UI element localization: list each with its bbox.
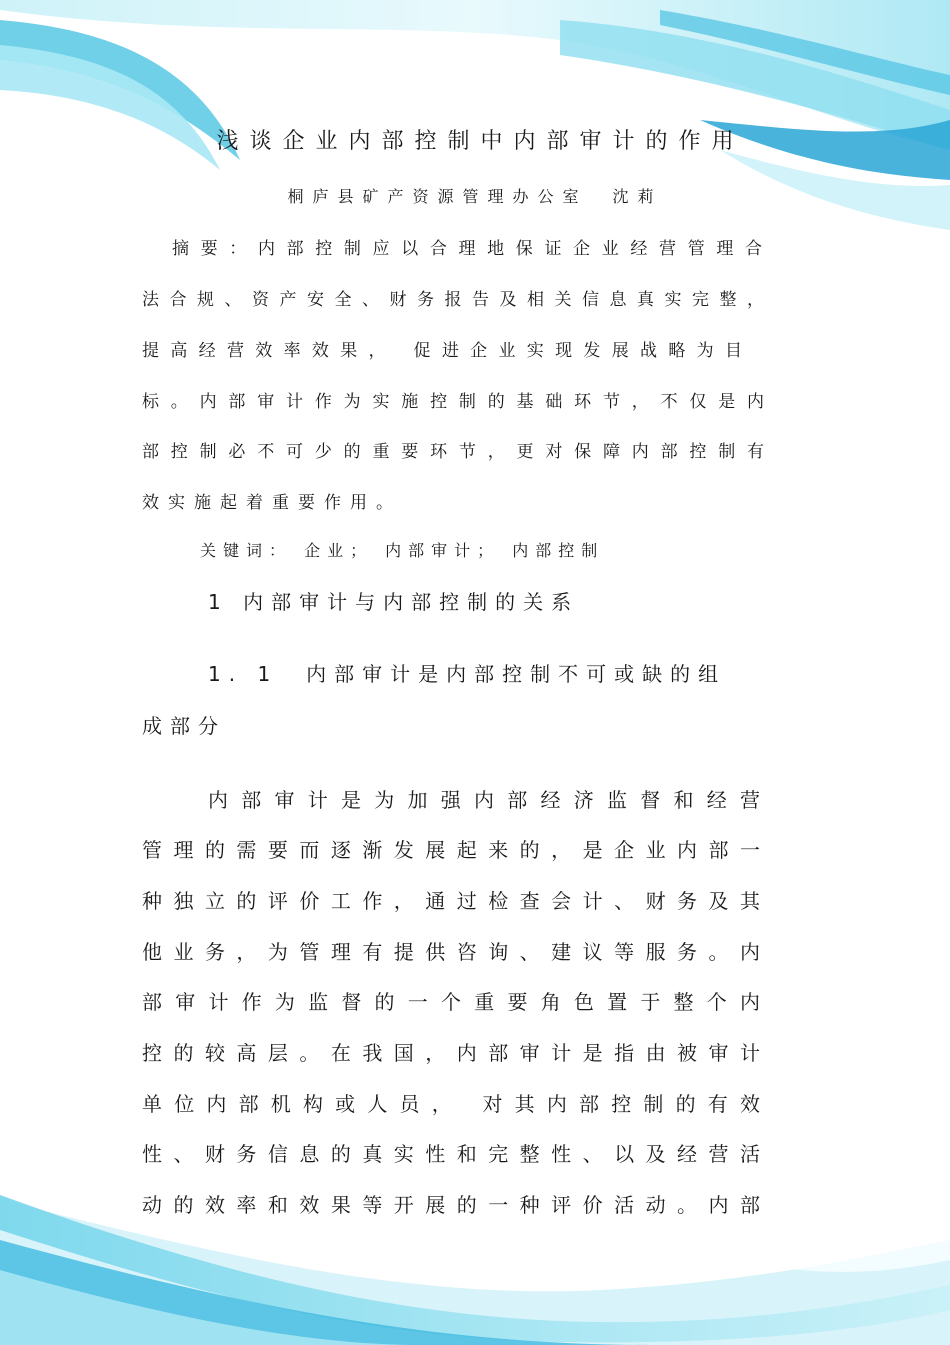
abstract-line: 部控制必不可少的重要环节，更对保障内部控制有 [142,442,764,462]
keywords-line: 关键词： 企业； 内部审计； 内部控制 [200,541,605,560]
author-line: 桐庐县矿产资源管理办公室 沈莉 [287,187,663,206]
document-title: 浅谈企业内部控制中内部审计的作用 [216,129,745,154]
abstract-line: 提高经营效率效果， 促进企业实现发展战略为目 [142,341,742,361]
body-line: 部审计作为监督的一个重要角色置于整个内 [142,990,760,1014]
body-line: 内部审计是为加强内部经济监督和经营 [208,788,760,812]
section-heading: 1 内部审计与内部控制的关系 [208,590,580,614]
subsection-heading: 1. 1 内部审计是内部控制不可或缺的组 [208,662,727,686]
body-line: 管理的需要而逐渐发展起来的，是企业内部一 [142,838,760,862]
body-line: 他业务，为管理有提供咨询、建议等服务。内 [142,940,760,964]
body-line: 控的较高层。在我国，内部审计是指由被审计 [142,1041,760,1065]
body-line: 单位内部机构或人员， 对其内部控制的有效 [142,1092,760,1116]
subsection-heading-continued: 成部分 [142,714,226,738]
abstract-line: 标。内部审计作为实施控制的基础环节，不仅是内 [142,392,764,412]
body-line: 动的效率和效果等开展的一种评价活动。内部 [142,1193,760,1217]
abstract-line: 效实施起着重要作用。 [142,493,402,513]
body-line: 种独立的评价工作，通过检查会计、财务及其 [142,889,760,913]
body-line: 性、财务信息的真实性和完整性、以及经营活 [142,1142,760,1166]
abstract-line: 法合规、资产安全、财务报告及相关信息真实完整， [142,290,764,310]
abstract-line: 摘要：内部控制应以合理地保证企业经营管理合 [172,239,762,259]
